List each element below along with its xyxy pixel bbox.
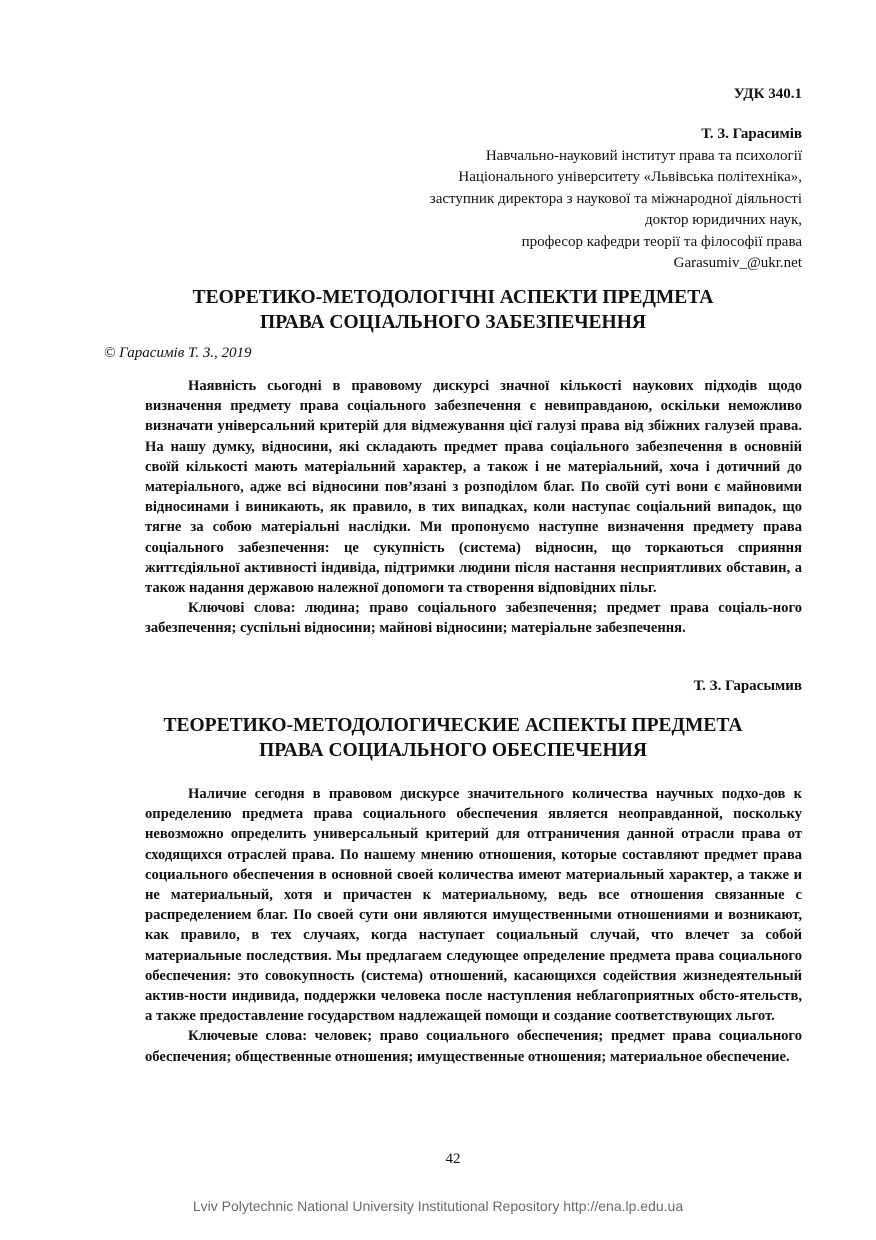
- udk-code: УДК 340.1: [733, 86, 802, 102]
- affiliation-line: Національного університету «Львівська політехніка»,: [458, 169, 802, 185]
- article-title-ukr: [100, 285, 806, 335]
- title-line: ТЕОРЕТИКО-МЕТОДОЛОГІЧНІ АСПЕКТИ ПРЕДМЕТА: [192, 287, 714, 308]
- author-email: Garasumiv_@ukr.net: [673, 255, 802, 271]
- abstract-ukr: [145, 376, 802, 639]
- article-title-rus: [100, 713, 806, 763]
- title-line: ПРАВА СОЦІАЛЬНОГО ЗАБЕЗПЕЧЕННЯ: [260, 312, 646, 333]
- affiliation-line: Навчально-науковий інститут права та психології: [485, 147, 802, 164]
- title-line: ТЕОРЕТИКО-МЕТОДОЛОГИЧЕСКИЕ АСПЕКТЫ ПРЕДМЕТА: [163, 715, 743, 736]
- repository-footer: Lviv Polytechnic National University Institutional Repository http://ena.lp.edu.ua: [192, 1198, 684, 1214]
- author-name-rus: Т. З. Гарасымив: [693, 678, 802, 694]
- abstract-text: Наявність сьогодні в правовому дискурсі значної кількості наукових підходів щодо визначення предмету права соціального забезпечення є невиправданою, оскільки неможливо визначати універсальний критерій для відмежування цієї галузі права від збіжних галузей права. На нашу думку, відносини, які складають предмет права соціального забезпечення в основній своїй кількості мають матеріальний характер, а також і не матеріальний, хоча і дотичний до матеріального, адже всі відносини пов’язані з розподілом благ. По своїй суті вони є майновими відносинами і виникають, як правило, в тих випадках, коли наступає соціальний випадок, що тягне за собою матеріальні наслідки. Ми пропонуємо наступне визначення предмету права соціального забезпечення: це сукупність (система) відносин, що торкаються сприяння життєдіяльної активності індивіда, підтримки людини після настання несприятливих обставин, а також надання державою належної допомоги та створення відповідних пільг.: [145, 378, 802, 597]
- author-name: Т. З. Гарасимів: [701, 126, 802, 142]
- page-number: 42: [445, 1151, 461, 1167]
- affiliation-line: професор кафедри теорії та філософії права: [521, 233, 802, 250]
- keywords-ukr: Ключові слова: людина; право соціального забезпечення; предмет права соціаль-ного забезпечення; суспільні відносини; майнові відносини; матеріальне забезпечення.: [145, 600, 802, 637]
- affiliation-line: заступник директора з наукової та міжнародної діяльності: [429, 190, 802, 207]
- title-line: ПРАВА СОЦИАЛЬНОГО ОБЕСПЕЧЕНИЯ: [259, 740, 647, 761]
- keywords-rus: Ключевые слова: человек; право социального обеспечения; предмет права социального обеспечения; общественные отношения; имущественные отношения; материальное обеспечение.: [145, 1028, 802, 1065]
- author-affiliation-block: [430, 124, 802, 275]
- abstract-text: Наличие сегодня в правовом дискурсе значительного количества научных подхо-дов к определению предмета права социального обеспечения является неоправданной, поскольку невозможно определить универсальный критерий для отграничения данной отрасли права от сходящихся отраслей права. По нашему мнению отношения, которые составляют предмет права социального обеспечения в основной своей количества имеют материальный характер, а также и не материальный, хотя и причастен к материальному, ведь все отношения связанные с распределением благ. По своей сути они являются имущественными отношениями и возникают, как правило, в тех случаях, когда наступает социальный случай, что влечет за собой материальные последствия. Мы предлагаем следующее определение предмета права социального обеспечения: это совокупность (система) отношений, касающихся содействия жизнедеятельный актив-ности индивида, поддержки человека после наступления неблагоприятных обсто-ятельств, а также предоставление государством надлежащей помощи и создание соответствующих льгот.: [145, 786, 802, 1025]
- abstract-rus: [145, 784, 802, 1067]
- copyright-notice: © Гарасимів Т. З., 2019: [104, 345, 252, 361]
- affiliation-line: доктор юридичних наук,: [644, 212, 802, 228]
